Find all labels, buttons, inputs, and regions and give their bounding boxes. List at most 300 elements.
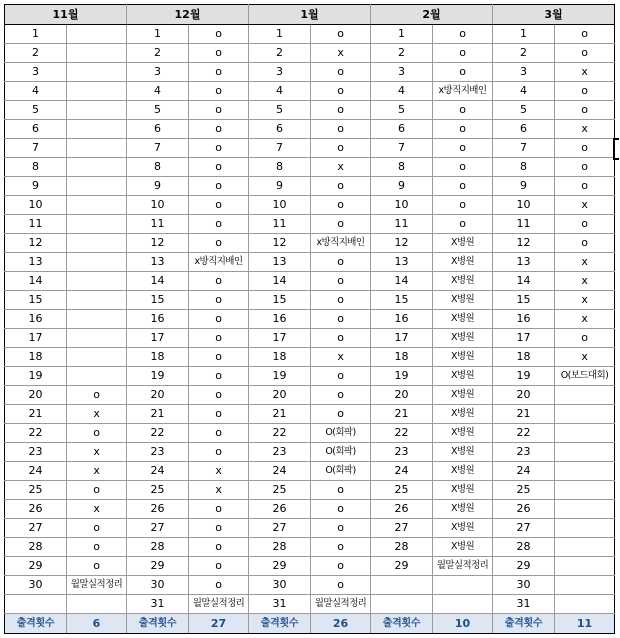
mark-cell[interactable]: 월말실적정리: [433, 557, 493, 576]
day-cell[interactable]: [5, 595, 67, 614]
mark-cell[interactable]: x: [189, 462, 249, 481]
mark-cell[interactable]: x: [555, 63, 615, 82]
total-label[interactable]: 출격횟수: [249, 614, 311, 634]
month-header[interactable]: 12월: [127, 5, 249, 25]
day-cell[interactable]: 18: [127, 348, 189, 367]
mark-cell[interactable]: [555, 386, 615, 405]
day-cell[interactable]: 31: [127, 595, 189, 614]
mark-cell[interactable]: o: [433, 158, 493, 177]
mark-cell[interactable]: o: [433, 101, 493, 120]
mark-cell[interactable]: o: [311, 481, 371, 500]
mark-cell[interactable]: [67, 329, 127, 348]
day-cell[interactable]: 17: [5, 329, 67, 348]
total-value[interactable]: 10: [433, 614, 493, 634]
mark-cell[interactable]: [67, 44, 127, 63]
day-cell[interactable]: 26: [127, 500, 189, 519]
mark-cell[interactable]: [555, 595, 615, 614]
day-cell[interactable]: 17: [371, 329, 433, 348]
mark-cell[interactable]: x: [67, 500, 127, 519]
mark-cell[interactable]: o: [311, 519, 371, 538]
mark-cell[interactable]: o: [555, 25, 615, 44]
mark-cell[interactable]: [555, 481, 615, 500]
mark-cell[interactable]: x: [555, 291, 615, 310]
day-cell[interactable]: 7: [249, 139, 311, 158]
day-cell[interactable]: 25: [493, 481, 555, 500]
day-cell[interactable]: 6: [5, 120, 67, 139]
day-cell[interactable]: 11: [371, 215, 433, 234]
mark-cell[interactable]: x: [67, 462, 127, 481]
mark-cell[interactable]: X병원: [433, 443, 493, 462]
mark-cell[interactable]: o: [311, 500, 371, 519]
mark-cell[interactable]: o: [189, 177, 249, 196]
mark-cell[interactable]: [67, 215, 127, 234]
day-cell[interactable]: 28: [371, 538, 433, 557]
mark-cell[interactable]: [67, 234, 127, 253]
mark-cell[interactable]: o: [67, 538, 127, 557]
day-cell[interactable]: 16: [371, 310, 433, 329]
day-cell[interactable]: 11: [5, 215, 67, 234]
mark-cell[interactable]: [555, 576, 615, 595]
day-cell[interactable]: 7: [493, 139, 555, 158]
mark-cell[interactable]: [67, 25, 127, 44]
day-cell[interactable]: 1: [249, 25, 311, 44]
day-cell[interactable]: 26: [249, 500, 311, 519]
mark-cell[interactable]: x: [67, 443, 127, 462]
day-cell[interactable]: 16: [249, 310, 311, 329]
day-cell[interactable]: 14: [493, 272, 555, 291]
day-cell[interactable]: 17: [249, 329, 311, 348]
day-cell[interactable]: 4: [371, 82, 433, 101]
day-cell[interactable]: 15: [493, 291, 555, 310]
mark-cell[interactable]: o: [311, 139, 371, 158]
mark-cell[interactable]: o: [189, 348, 249, 367]
day-cell[interactable]: 26: [5, 500, 67, 519]
day-cell[interactable]: 10: [5, 196, 67, 215]
day-cell[interactable]: 5: [371, 101, 433, 120]
day-cell[interactable]: 31: [249, 595, 311, 614]
day-cell[interactable]: 23: [5, 443, 67, 462]
mark-cell[interactable]: x: [311, 44, 371, 63]
mark-cell[interactable]: [67, 101, 127, 120]
day-cell[interactable]: 8: [493, 158, 555, 177]
day-cell[interactable]: 5: [127, 101, 189, 120]
day-cell[interactable]: 11: [249, 215, 311, 234]
mark-cell[interactable]: X병원: [433, 329, 493, 348]
day-cell[interactable]: 16: [5, 310, 67, 329]
day-cell[interactable]: 13: [5, 253, 67, 272]
day-cell[interactable]: [371, 576, 433, 595]
day-cell[interactable]: 21: [249, 405, 311, 424]
total-label[interactable]: 출격횟수: [127, 614, 189, 634]
day-cell[interactable]: 3: [493, 63, 555, 82]
day-cell[interactable]: 2: [249, 44, 311, 63]
mark-cell[interactable]: o: [311, 367, 371, 386]
mark-cell[interactable]: 월말실적정리: [189, 595, 249, 614]
day-cell[interactable]: 4: [249, 82, 311, 101]
mark-cell[interactable]: o: [433, 177, 493, 196]
mark-cell[interactable]: o: [555, 329, 615, 348]
day-cell[interactable]: 3: [249, 63, 311, 82]
mark-cell[interactable]: [555, 443, 615, 462]
day-cell[interactable]: 1: [493, 25, 555, 44]
day-cell[interactable]: [371, 595, 433, 614]
day-cell[interactable]: 25: [249, 481, 311, 500]
mark-cell[interactable]: [67, 272, 127, 291]
mark-cell[interactable]: x: [555, 310, 615, 329]
mark-cell[interactable]: x방직지배인: [311, 234, 371, 253]
day-cell[interactable]: 26: [493, 500, 555, 519]
day-cell[interactable]: 5: [493, 101, 555, 120]
mark-cell[interactable]: o: [311, 101, 371, 120]
mark-cell[interactable]: o: [311, 215, 371, 234]
mark-cell[interactable]: X병원: [433, 481, 493, 500]
mark-cell[interactable]: X병원: [433, 310, 493, 329]
day-cell[interactable]: 12: [371, 234, 433, 253]
day-cell[interactable]: 9: [371, 177, 433, 196]
day-cell[interactable]: 18: [249, 348, 311, 367]
mark-cell[interactable]: o: [189, 196, 249, 215]
mark-cell[interactable]: o: [311, 82, 371, 101]
mark-cell[interactable]: o: [189, 139, 249, 158]
mark-cell[interactable]: o: [189, 386, 249, 405]
mark-cell[interactable]: o: [189, 329, 249, 348]
day-cell[interactable]: 8: [371, 158, 433, 177]
mark-cell[interactable]: o: [311, 576, 371, 595]
day-cell[interactable]: 28: [127, 538, 189, 557]
total-value[interactable]: 26: [311, 614, 371, 634]
day-cell[interactable]: 12: [249, 234, 311, 253]
day-cell[interactable]: 12: [127, 234, 189, 253]
day-cell[interactable]: 29: [249, 557, 311, 576]
day-cell[interactable]: 29: [493, 557, 555, 576]
mark-cell[interactable]: X병원: [433, 253, 493, 272]
day-cell[interactable]: 13: [493, 253, 555, 272]
day-cell[interactable]: 24: [493, 462, 555, 481]
mark-cell[interactable]: X병원: [433, 234, 493, 253]
mark-cell[interactable]: o: [189, 443, 249, 462]
day-cell[interactable]: 25: [127, 481, 189, 500]
mark-cell[interactable]: o: [189, 44, 249, 63]
day-cell[interactable]: 6: [127, 120, 189, 139]
day-cell[interactable]: 14: [5, 272, 67, 291]
mark-cell[interactable]: x: [311, 348, 371, 367]
day-cell[interactable]: 26: [371, 500, 433, 519]
day-cell[interactable]: 30: [5, 576, 67, 595]
mark-cell[interactable]: x: [555, 272, 615, 291]
mark-cell[interactable]: o: [555, 44, 615, 63]
day-cell[interactable]: 6: [249, 120, 311, 139]
mark-cell[interactable]: o: [433, 25, 493, 44]
mark-cell[interactable]: o: [311, 272, 371, 291]
mark-cell[interactable]: X병원: [433, 386, 493, 405]
mark-cell[interactable]: [67, 139, 127, 158]
day-cell[interactable]: 2: [5, 44, 67, 63]
day-cell[interactable]: 13: [127, 253, 189, 272]
total-value[interactable]: 6: [67, 614, 127, 634]
mark-cell[interactable]: [555, 538, 615, 557]
mark-cell[interactable]: o: [189, 519, 249, 538]
day-cell[interactable]: 6: [493, 120, 555, 139]
mark-cell[interactable]: o: [311, 310, 371, 329]
mark-cell[interactable]: o: [67, 481, 127, 500]
total-value[interactable]: 27: [189, 614, 249, 634]
day-cell[interactable]: 10: [127, 196, 189, 215]
mark-cell[interactable]: [555, 519, 615, 538]
total-label[interactable]: 출격횟수: [371, 614, 433, 634]
mark-cell[interactable]: O(회팍): [311, 443, 371, 462]
mark-cell[interactable]: o: [311, 196, 371, 215]
day-cell[interactable]: 7: [127, 139, 189, 158]
day-cell[interactable]: 5: [5, 101, 67, 120]
day-cell[interactable]: 5: [249, 101, 311, 120]
day-cell[interactable]: 4: [493, 82, 555, 101]
mark-cell[interactable]: o: [311, 177, 371, 196]
mark-cell[interactable]: o: [433, 63, 493, 82]
mark-cell[interactable]: o: [433, 44, 493, 63]
mark-cell[interactable]: [555, 500, 615, 519]
mark-cell[interactable]: X병원: [433, 348, 493, 367]
mark-cell[interactable]: [67, 310, 127, 329]
mark-cell[interactable]: o: [189, 120, 249, 139]
day-cell[interactable]: 15: [127, 291, 189, 310]
mark-cell[interactable]: o: [433, 196, 493, 215]
day-cell[interactable]: 22: [5, 424, 67, 443]
day-cell[interactable]: 21: [127, 405, 189, 424]
day-cell[interactable]: 22: [493, 424, 555, 443]
day-cell[interactable]: 19: [249, 367, 311, 386]
day-cell[interactable]: 12: [5, 234, 67, 253]
day-cell[interactable]: 3: [127, 63, 189, 82]
day-cell[interactable]: 15: [5, 291, 67, 310]
month-header[interactable]: 11월: [5, 5, 127, 25]
day-cell[interactable]: 13: [371, 253, 433, 272]
day-cell[interactable]: 27: [5, 519, 67, 538]
mark-cell[interactable]: o: [189, 557, 249, 576]
mark-cell[interactable]: x: [555, 120, 615, 139]
day-cell[interactable]: 31: [493, 595, 555, 614]
mark-cell[interactable]: [433, 595, 493, 614]
mark-cell[interactable]: [555, 557, 615, 576]
day-cell[interactable]: 1: [5, 25, 67, 44]
mark-cell[interactable]: 월말실적정리: [67, 576, 127, 595]
day-cell[interactable]: 14: [127, 272, 189, 291]
day-cell[interactable]: 4: [5, 82, 67, 101]
mark-cell[interactable]: o: [433, 120, 493, 139]
day-cell[interactable]: 15: [249, 291, 311, 310]
day-cell[interactable]: 10: [249, 196, 311, 215]
mark-cell[interactable]: o: [311, 329, 371, 348]
mark-cell[interactable]: x: [67, 405, 127, 424]
mark-cell[interactable]: o: [189, 82, 249, 101]
day-cell[interactable]: 24: [249, 462, 311, 481]
mark-cell[interactable]: O(회팍): [311, 424, 371, 443]
day-cell[interactable]: 27: [493, 519, 555, 538]
day-cell[interactable]: 14: [249, 272, 311, 291]
mark-cell[interactable]: o: [189, 63, 249, 82]
day-cell[interactable]: 19: [5, 367, 67, 386]
mark-cell[interactable]: x: [311, 158, 371, 177]
mark-cell[interactable]: o: [311, 405, 371, 424]
day-cell[interactable]: 19: [127, 367, 189, 386]
day-cell[interactable]: 20: [371, 386, 433, 405]
mark-cell[interactable]: [433, 576, 493, 595]
day-cell[interactable]: 2: [127, 44, 189, 63]
day-cell[interactable]: 15: [371, 291, 433, 310]
mark-cell[interactable]: o: [311, 120, 371, 139]
mark-cell[interactable]: o: [189, 576, 249, 595]
month-header[interactable]: 1월: [249, 5, 371, 25]
month-header[interactable]: 2월: [371, 5, 493, 25]
day-cell[interactable]: 29: [127, 557, 189, 576]
day-cell[interactable]: 20: [127, 386, 189, 405]
mark-cell[interactable]: o: [189, 234, 249, 253]
mark-cell[interactable]: o: [189, 25, 249, 44]
mark-cell[interactable]: o: [189, 291, 249, 310]
day-cell[interactable]: 2: [493, 44, 555, 63]
day-cell[interactable]: 8: [5, 158, 67, 177]
day-cell[interactable]: 24: [5, 462, 67, 481]
mark-cell[interactable]: o: [67, 424, 127, 443]
mark-cell[interactable]: o: [67, 519, 127, 538]
mark-cell[interactable]: [67, 82, 127, 101]
mark-cell[interactable]: o: [311, 557, 371, 576]
day-cell[interactable]: 23: [249, 443, 311, 462]
mark-cell[interactable]: [67, 291, 127, 310]
day-cell[interactable]: 27: [127, 519, 189, 538]
mark-cell[interactable]: o: [555, 215, 615, 234]
day-cell[interactable]: 3: [371, 63, 433, 82]
day-cell[interactable]: 14: [371, 272, 433, 291]
day-cell[interactable]: 20: [249, 386, 311, 405]
day-cell[interactable]: 30: [249, 576, 311, 595]
day-cell[interactable]: 1: [127, 25, 189, 44]
mark-cell[interactable]: X병원: [433, 291, 493, 310]
day-cell[interactable]: 1: [371, 25, 433, 44]
day-cell[interactable]: 19: [493, 367, 555, 386]
day-cell[interactable]: 28: [5, 538, 67, 557]
day-cell[interactable]: 10: [493, 196, 555, 215]
day-cell[interactable]: 24: [371, 462, 433, 481]
day-cell[interactable]: 16: [127, 310, 189, 329]
mark-cell[interactable]: 월말실적정리: [311, 595, 371, 614]
day-cell[interactable]: 3: [5, 63, 67, 82]
mark-cell[interactable]: [67, 158, 127, 177]
day-cell[interactable]: 11: [127, 215, 189, 234]
mark-cell[interactable]: [67, 367, 127, 386]
day-cell[interactable]: 21: [371, 405, 433, 424]
mark-cell[interactable]: o: [189, 158, 249, 177]
day-cell[interactable]: 4: [127, 82, 189, 101]
day-cell[interactable]: 7: [5, 139, 67, 158]
day-cell[interactable]: 18: [493, 348, 555, 367]
mark-cell[interactable]: X병원: [433, 367, 493, 386]
mark-cell[interactable]: o: [189, 538, 249, 557]
mark-cell[interactable]: o: [189, 405, 249, 424]
mark-cell[interactable]: o: [311, 63, 371, 82]
day-cell[interactable]: 12: [493, 234, 555, 253]
day-cell[interactable]: 7: [371, 139, 433, 158]
day-cell[interactable]: 9: [5, 177, 67, 196]
mark-cell[interactable]: o: [555, 177, 615, 196]
day-cell[interactable]: 23: [127, 443, 189, 462]
day-cell[interactable]: 10: [371, 196, 433, 215]
month-header[interactable]: 3월: [493, 5, 615, 25]
day-cell[interactable]: 28: [493, 538, 555, 557]
day-cell[interactable]: 18: [5, 348, 67, 367]
mark-cell[interactable]: [555, 405, 615, 424]
mark-cell[interactable]: X병원: [433, 519, 493, 538]
mark-cell[interactable]: o: [67, 386, 127, 405]
mark-cell[interactable]: o: [433, 139, 493, 158]
mark-cell[interactable]: o: [189, 424, 249, 443]
mark-cell[interactable]: o: [67, 557, 127, 576]
mark-cell[interactable]: O(보드대회): [555, 367, 615, 386]
mark-cell[interactable]: x: [555, 253, 615, 272]
day-cell[interactable]: 29: [5, 557, 67, 576]
day-cell[interactable]: 25: [5, 481, 67, 500]
day-cell[interactable]: 28: [249, 538, 311, 557]
day-cell[interactable]: 30: [127, 576, 189, 595]
day-cell[interactable]: 22: [127, 424, 189, 443]
mark-cell[interactable]: o: [311, 253, 371, 272]
mark-cell[interactable]: O(회팍): [311, 462, 371, 481]
day-cell[interactable]: 2: [371, 44, 433, 63]
day-cell[interactable]: 20: [5, 386, 67, 405]
day-cell[interactable]: 9: [249, 177, 311, 196]
mark-cell[interactable]: [67, 253, 127, 272]
day-cell[interactable]: 23: [371, 443, 433, 462]
mark-cell[interactable]: o: [555, 101, 615, 120]
mark-cell[interactable]: x방직지배인: [189, 253, 249, 272]
day-cell[interactable]: 19: [371, 367, 433, 386]
day-cell[interactable]: 17: [493, 329, 555, 348]
day-cell[interactable]: 16: [493, 310, 555, 329]
mark-cell[interactable]: o: [189, 215, 249, 234]
day-cell[interactable]: 6: [371, 120, 433, 139]
day-cell[interactable]: 27: [249, 519, 311, 538]
day-cell[interactable]: 25: [371, 481, 433, 500]
mark-cell[interactable]: o: [311, 291, 371, 310]
total-label[interactable]: 출격횟수: [5, 614, 67, 634]
day-cell[interactable]: 24: [127, 462, 189, 481]
day-cell[interactable]: 22: [249, 424, 311, 443]
mark-cell[interactable]: o: [555, 158, 615, 177]
day-cell[interactable]: 23: [493, 443, 555, 462]
mark-cell[interactable]: o: [555, 139, 615, 158]
mark-cell[interactable]: o: [311, 538, 371, 557]
day-cell[interactable]: 21: [5, 405, 67, 424]
mark-cell[interactable]: [67, 348, 127, 367]
mark-cell[interactable]: [67, 120, 127, 139]
mark-cell[interactable]: o: [189, 310, 249, 329]
mark-cell[interactable]: X병원: [433, 272, 493, 291]
day-cell[interactable]: 21: [493, 405, 555, 424]
day-cell[interactable]: 27: [371, 519, 433, 538]
day-cell[interactable]: 9: [127, 177, 189, 196]
day-cell[interactable]: 20: [493, 386, 555, 405]
mark-cell[interactable]: [67, 177, 127, 196]
mark-cell[interactable]: o: [189, 500, 249, 519]
mark-cell[interactable]: x방직지배인: [433, 82, 493, 101]
day-cell[interactable]: 30: [493, 576, 555, 595]
mark-cell[interactable]: x: [555, 348, 615, 367]
day-cell[interactable]: 11: [493, 215, 555, 234]
day-cell[interactable]: 22: [371, 424, 433, 443]
mark-cell[interactable]: [67, 63, 127, 82]
mark-cell[interactable]: X병원: [433, 462, 493, 481]
day-cell[interactable]: 29: [371, 557, 433, 576]
mark-cell[interactable]: x: [189, 481, 249, 500]
